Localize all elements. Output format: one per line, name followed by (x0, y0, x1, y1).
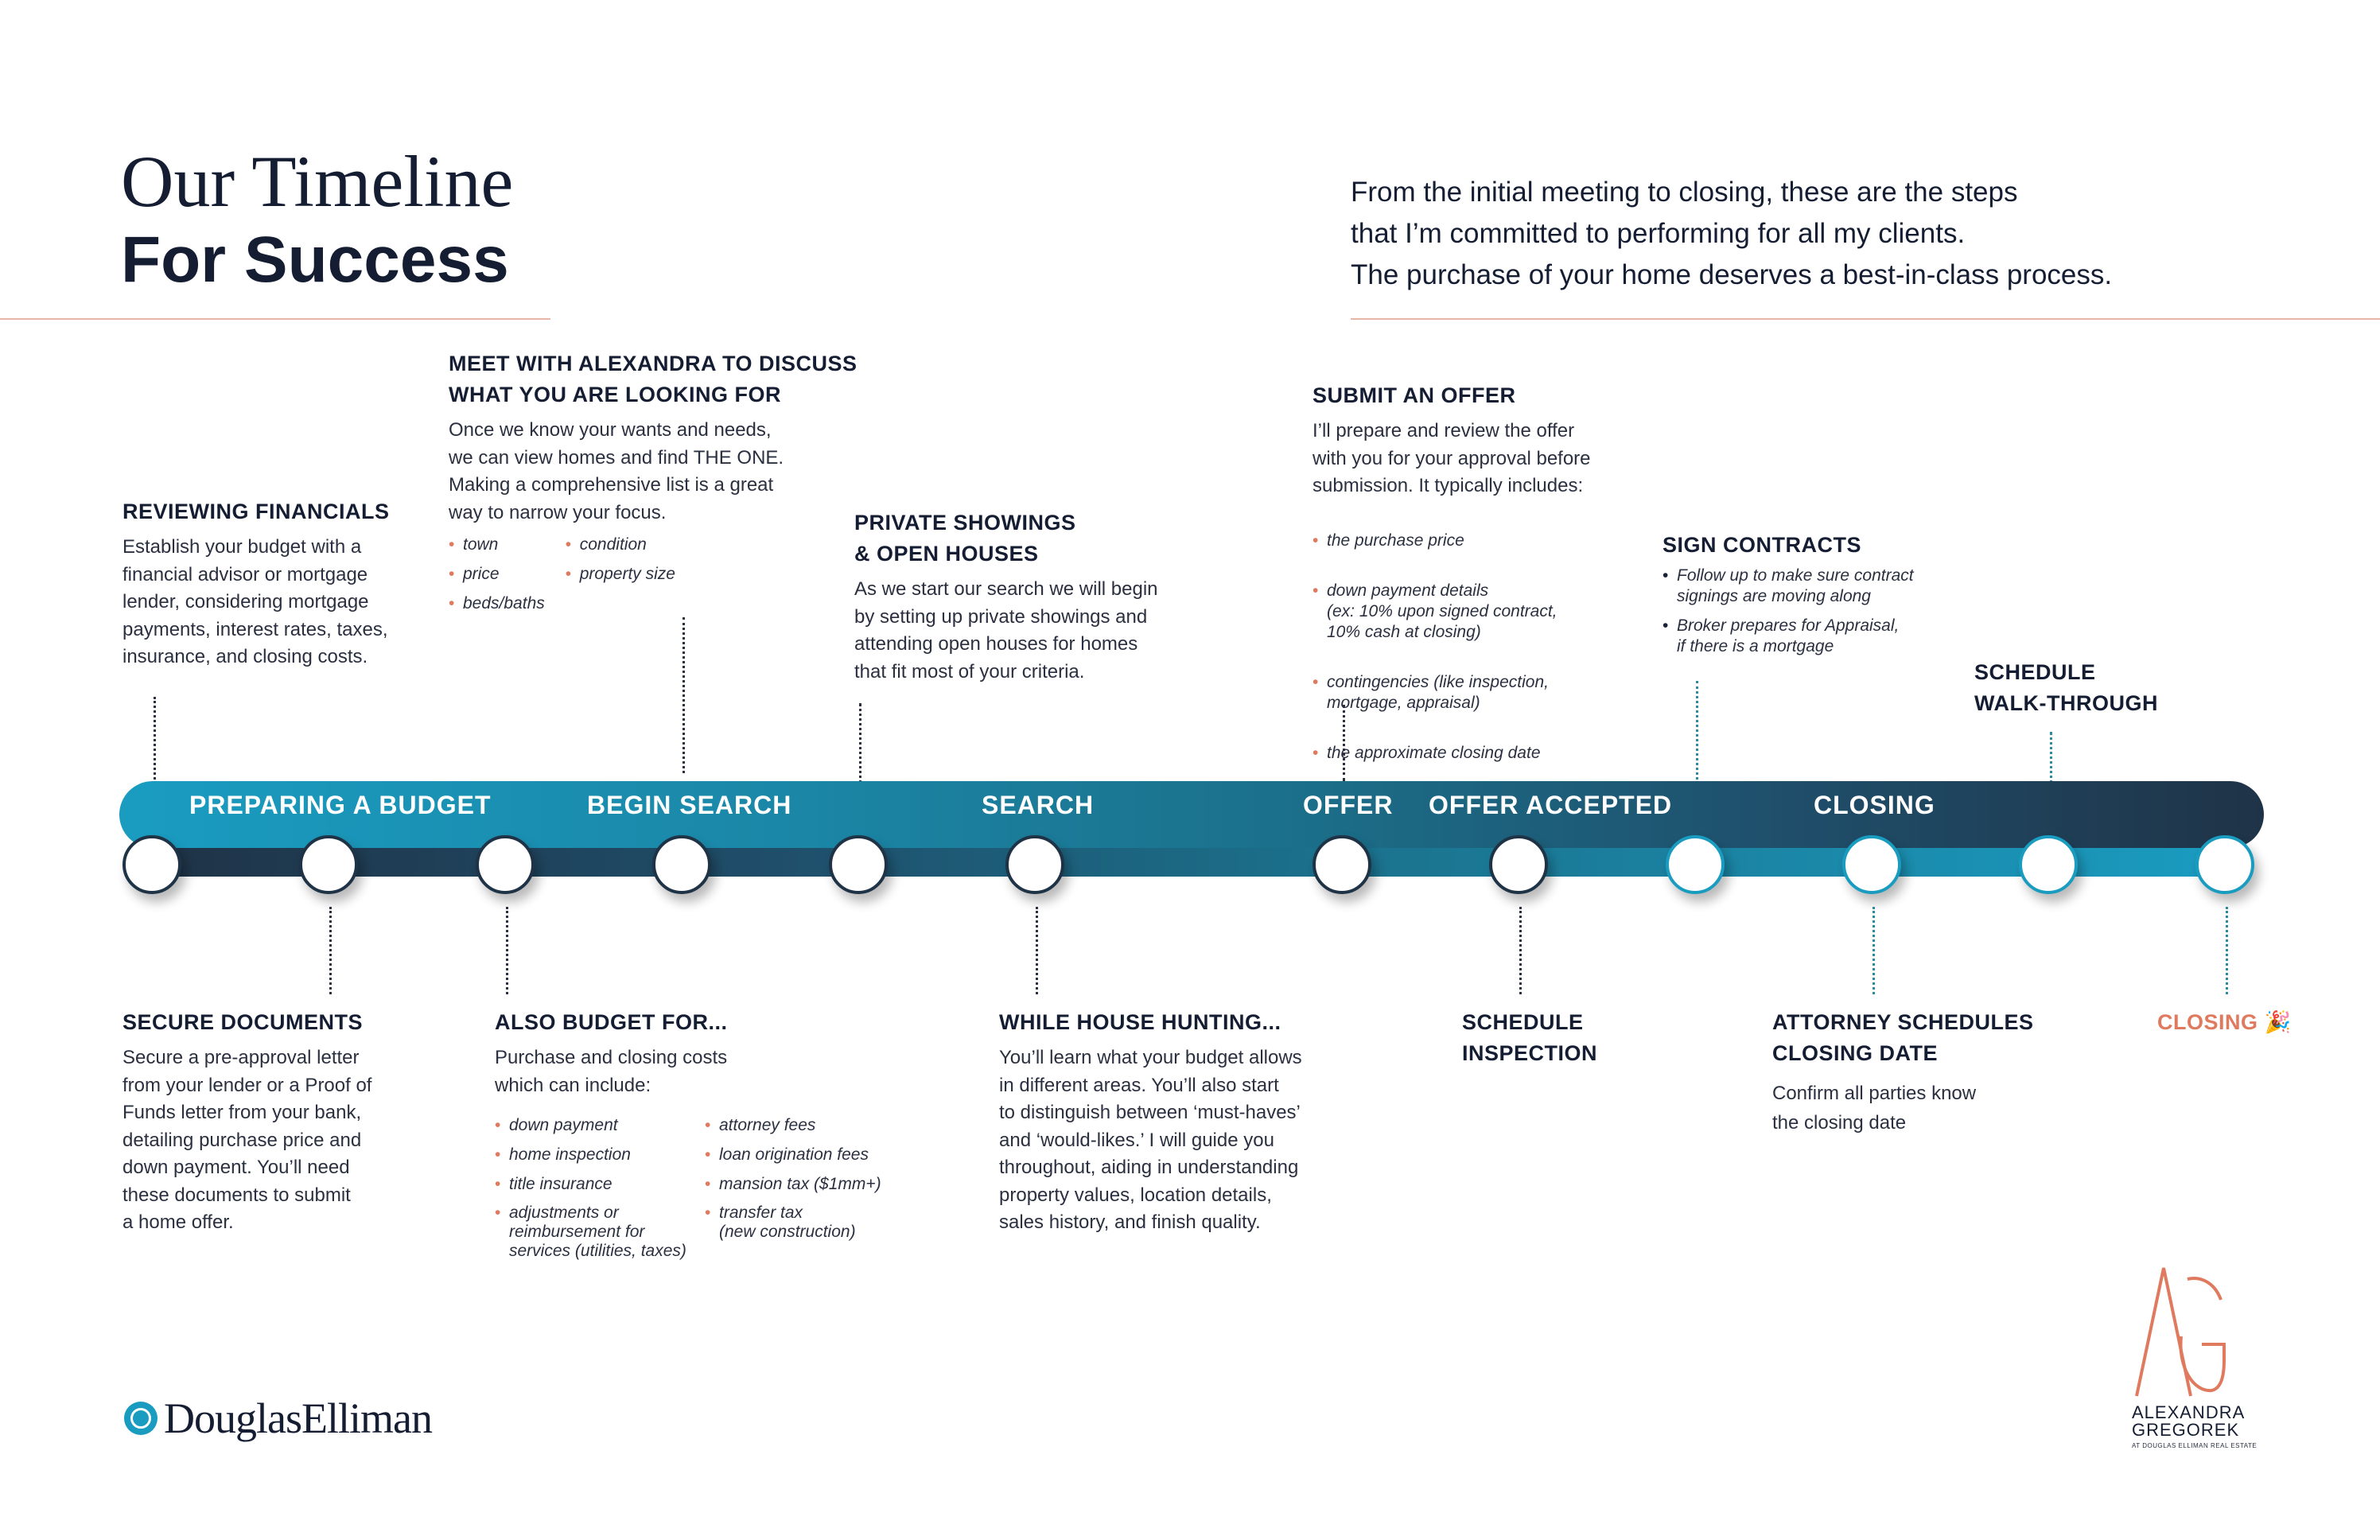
list-item: • beds/baths (449, 593, 545, 614)
list-item: • town (449, 535, 545, 555)
milestone-marker (652, 835, 711, 894)
connector (2226, 907, 2228, 994)
milestone-marker (299, 835, 358, 894)
step-heading: & OPEN HOUSES (854, 542, 1039, 566)
page-title-line2: For Success (121, 224, 509, 296)
step-heading: WHAT YOU ARE LOOKING FOR (449, 383, 781, 406)
connector (1519, 907, 1522, 994)
milestone-marker (829, 835, 888, 894)
connector (1343, 705, 1345, 781)
contracts-list (1662, 566, 1914, 657)
connector (682, 617, 685, 773)
step-attorney-schedules (1772, 1007, 2034, 1138)
phase-label: SEARCH (982, 791, 1095, 819)
list-item: • the approximate closing date (1312, 743, 1591, 764)
step-secure-documents (122, 1007, 371, 1237)
step-heading: SIGN CONTRACTS (1662, 533, 1861, 557)
milestone-marker (1842, 835, 1901, 894)
body-line: throughout, aiding in understanding (999, 1157, 1299, 1178)
phase-label: OFFER ACCEPTED (1429, 791, 1673, 819)
connector (329, 907, 332, 994)
body-line: I’ll prepare and review the offer (1312, 420, 1575, 441)
step-schedule-walkthrough (1974, 657, 2158, 719)
step-closing: CLOSING 🎉 (2157, 1010, 2292, 1034)
body-line: by setting up private showings and (854, 605, 1148, 628)
step-also-budget (495, 1007, 881, 1270)
page-title-line1: Our Timeline (121, 141, 514, 222)
step-heading: SUBMIT AN OFFER (1312, 383, 1516, 407)
step-heading: SCHEDULE (1462, 1010, 1584, 1034)
step-heading: CLOSING DATE (1772, 1041, 1938, 1065)
step-heading: ATTORNEY SCHEDULES (1772, 1010, 2034, 1034)
step-body (122, 1044, 371, 1237)
step-heading: MEET WITH ALEXANDRA TO DISCUSS (449, 352, 858, 375)
phase-label: CLOSING (1814, 791, 1935, 819)
step-heading: SCHEDULE (1974, 660, 2096, 684)
body-line: financial advisor or mortgage (122, 563, 368, 585)
list-item: • Broker prepares for Appraisal, if there is a mortgage (1662, 616, 1914, 657)
intro-text (1351, 172, 2305, 296)
phase-label: OFFER (1303, 791, 1394, 819)
list-item: • price (449, 564, 545, 585)
body-line: these documents to submit (122, 1184, 351, 1206)
step-heading: ALSO BUDGET FOR... (495, 1010, 728, 1034)
body-line: insurance, and closing costs. (122, 646, 368, 667)
milestone-marker (2195, 835, 2254, 894)
body-line: Funds letter from your bank, (122, 1102, 362, 1123)
step-heading: WHILE HOUSE HUNTING... (999, 1010, 1281, 1034)
body-line: lender, considering mortgage (122, 591, 369, 612)
list-item: • contingencies (like inspection, mortgage, appraisal) (1312, 672, 1591, 714)
list-item: • property size (566, 564, 675, 585)
body-line: payments, interest rates, taxes, (122, 618, 388, 640)
list-item: • attorney fees (705, 1115, 881, 1136)
list-item: • title insurance (495, 1174, 700, 1195)
body-line: Purchase and closing costs (495, 1047, 728, 1068)
step-body (854, 576, 1158, 686)
body-line: we can view homes and find THE ONE. (449, 446, 784, 469)
body-line: Establish your budget with a (122, 536, 362, 558)
intro-line: The purchase of your home deserves a best-in-class process. (1351, 259, 2113, 290)
milestone-marker (1489, 835, 1548, 894)
body-line: down payment. You’ll need (122, 1157, 350, 1178)
body-line: a home offer. (122, 1211, 234, 1233)
ag-monogram-icon (2132, 1265, 2227, 1400)
body-line: in different areas. You’ll also start (999, 1074, 1279, 1096)
step-while-house-hunting (999, 1007, 1302, 1237)
body-line: detailing purchase price and (122, 1129, 362, 1151)
connector (506, 907, 508, 994)
step-heading: SECURE DOCUMENTS (122, 1010, 364, 1034)
body-line: way to narrow your focus. (449, 501, 667, 523)
list-item: • down payment (495, 1115, 700, 1136)
body-line: Once we know your wants and needs, (449, 419, 772, 441)
milestone-marker (122, 835, 181, 894)
phase-label: BEGIN SEARCH (587, 791, 792, 819)
list-item: • condition (566, 535, 675, 555)
body-line: from your lender or a Proof of (122, 1074, 372, 1096)
body-line: You’ll learn what your budget allows (999, 1047, 1302, 1068)
list-item: • loan origination fees (705, 1145, 881, 1165)
body-line: that fit most of your criteria. (854, 660, 1085, 682)
ag-name-line: ALEXANDRA (2132, 1402, 2246, 1422)
intro-divider (1351, 318, 2380, 320)
body-line: submission. It typically includes: (1312, 475, 1584, 496)
list-item: • home inspection (495, 1145, 700, 1165)
step-heading: REVIEWING FINANCIALS (122, 500, 390, 523)
milestone-marker (1312, 835, 1371, 894)
step-heading: INSPECTION (1462, 1041, 1598, 1065)
ag-subtitle: AT DOUGLAS ELLIMAN REAL ESTATE (2132, 1442, 2258, 1449)
body-line: sales history, and finish quality. (999, 1211, 1261, 1233)
phase-label: PREPARING A BUDGET (189, 791, 492, 819)
body-line: As we start our search we will begin (854, 578, 1158, 600)
step-sign-contracts (1662, 530, 1914, 666)
intro-line: that I’m committed to performing for all my clients. (1351, 218, 1966, 249)
budget-list (495, 1115, 700, 1270)
step-body (1772, 1079, 2034, 1138)
douglas-elliman-logo (124, 1394, 432, 1443)
milestone-marker (1666, 835, 1725, 894)
criteria-list (449, 535, 545, 623)
offer-list (1312, 510, 1591, 793)
body-line: and ‘would-likes.’ I will guide you (999, 1129, 1274, 1151)
timeline-track (148, 848, 2237, 877)
body-line: with you for your approval before (1312, 447, 1591, 469)
step-submit-offer (1312, 380, 1591, 793)
step-heading: WALK-THROUGH (1974, 691, 2158, 715)
milestone-marker (1005, 835, 1064, 894)
step-reviewing-financials (122, 496, 390, 671)
alexandra-gregorek-logo (2132, 1265, 2258, 1449)
list-item: • adjustments or reimbursement for services (utilities, taxes) (495, 1204, 700, 1261)
step-private-showings (854, 508, 1158, 686)
body-line: to distinguish between ‘must-haves’ (999, 1102, 1301, 1123)
step-body (449, 417, 858, 527)
milestone-marker (476, 835, 535, 894)
title-divider (0, 318, 550, 320)
step-body (999, 1044, 1302, 1237)
body-line: which can include: (495, 1074, 651, 1096)
step-schedule-inspection (1462, 1007, 1597, 1069)
douglas-elliman-wordmark: DouglasElliman (164, 1394, 432, 1442)
body-line: Making a comprehensive list is a great (449, 474, 774, 496)
body-line: attending open houses for homes (854, 633, 1138, 655)
douglas-elliman-icon (124, 1402, 158, 1435)
step-body (1312, 418, 1591, 500)
connector (1872, 907, 1875, 994)
budget-list (705, 1115, 881, 1270)
step-body (122, 534, 390, 671)
connector (1036, 907, 1038, 994)
criteria-list (566, 535, 675, 623)
intro-line: From the initial meeting to closing, these are the steps (1351, 177, 2018, 208)
list-item: • transfer tax (new construction) (705, 1204, 881, 1242)
list-item: • Follow up to make sure contract signings are moving along (1662, 566, 1914, 607)
body-line: property values, location details, (999, 1184, 1272, 1206)
body-line: Confirm all parties know (1772, 1083, 1977, 1104)
list-item: • the purchase price (1312, 531, 1591, 551)
step-meet-alexandra (449, 348, 858, 623)
body-line: Secure a pre-approval letter (122, 1047, 360, 1068)
list-item: • down payment details (ex: 10% upon signed contract, 10% cash at closing) (1312, 581, 1591, 643)
list-item: • mansion tax ($1mm+) (705, 1174, 881, 1195)
milestone-marker (2019, 835, 2078, 894)
body-line: the closing date (1772, 1112, 1907, 1134)
step-heading: PRIVATE SHOWINGS (854, 511, 1076, 535)
step-body (495, 1044, 881, 1099)
ag-name-line: GREGOREK (2132, 1420, 2240, 1440)
